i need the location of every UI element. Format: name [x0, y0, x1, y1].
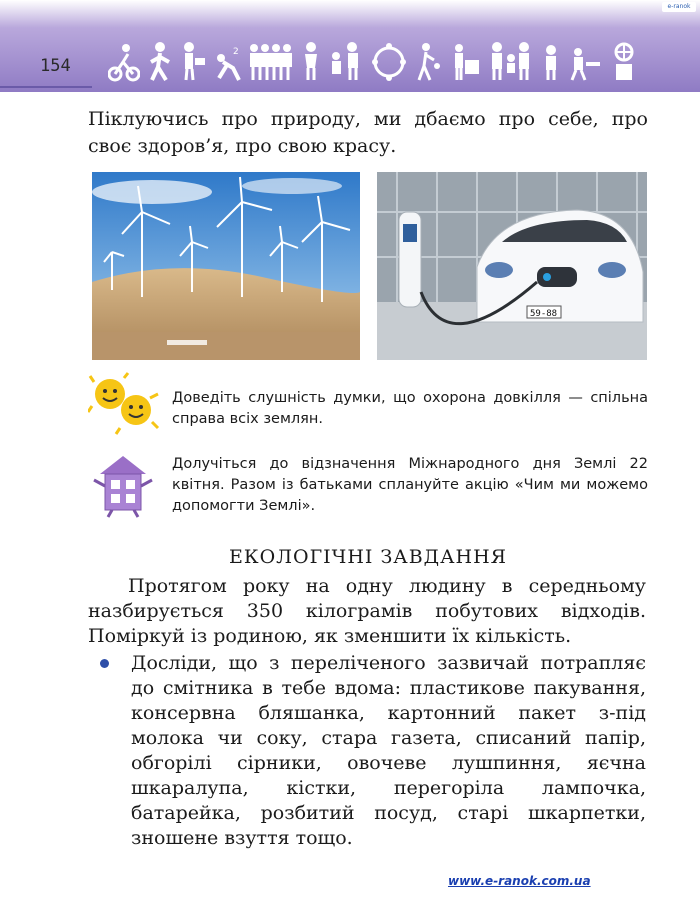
- suns-mascot-icon: [88, 372, 164, 436]
- house-mascot-icon: [92, 452, 154, 518]
- section-title: ЕКОЛОГІЧНІ ЗАВДАННЯ: [229, 546, 507, 568]
- svg-text:2: 2: [233, 47, 239, 57]
- teacher-icon: [180, 40, 206, 82]
- helper-icon: [328, 40, 364, 82]
- child-icon: [541, 40, 561, 82]
- header-underline: [0, 86, 92, 88]
- task-text-1: Доведіть слушність думки, що охорона довкілля — спільна справа всіх землян.: [172, 390, 648, 427]
- pictogram-strip: [108, 40, 639, 82]
- page-number: 154: [40, 56, 71, 76]
- bullet-text: Досліди, що з переліченого зазвичай потрапляє до смітника в тебе вдома: пластикове пакування, консервна бляшанка, картонний пакет з-під молока чи соку, стара газета, списаний папір, обгорілі сірники, овочеве лушпиння, яєчна шкаралупа, кістки, перегоріла лампочка, батарейка, розбитий посуд, старі шкарпетки, зношене взуття тощо.: [131, 652, 646, 849]
- publisher-badge: e-ranok: [662, 2, 696, 12]
- electric-car-photo: [377, 172, 647, 360]
- globe-icon: [609, 40, 639, 82]
- runner-icon: [147, 40, 173, 82]
- bullet-item: [88, 651, 646, 851]
- exercise-icon: [213, 40, 241, 82]
- intro-text: Піклуючись про природу, ми дбаємо про себе, про своє здоров’я, про свою красу.: [88, 108, 648, 157]
- license-plate: 59-88: [530, 309, 558, 319]
- circle-people-icon: [371, 40, 407, 82]
- section-paragraph: Протягом року на одну людину в середньому назбирується 350 кілограмів побутових відходів. Поміркуй із родиною, як зменшити їх кількість.: [88, 575, 646, 647]
- publisher-link[interactable]: www.e-ranok.com.ua: [448, 874, 591, 888]
- walking-family-icon: [414, 40, 442, 82]
- care-icon: [449, 40, 481, 82]
- bullet-icon: [100, 659, 109, 668]
- wind-turbines-photo: [92, 172, 360, 360]
- person-icon: [301, 40, 321, 82]
- reading-icon: [568, 40, 602, 82]
- cyclist-icon: [108, 40, 140, 82]
- crowd-icon: [248, 40, 294, 82]
- task-text-2: Долучіться до відзначення Міжнародного дня Землі 22 квітня. Разом із батьками сплануйте акцію «Чим ми можемо допомогти Землі».: [172, 456, 648, 514]
- family-icon: [488, 40, 534, 82]
